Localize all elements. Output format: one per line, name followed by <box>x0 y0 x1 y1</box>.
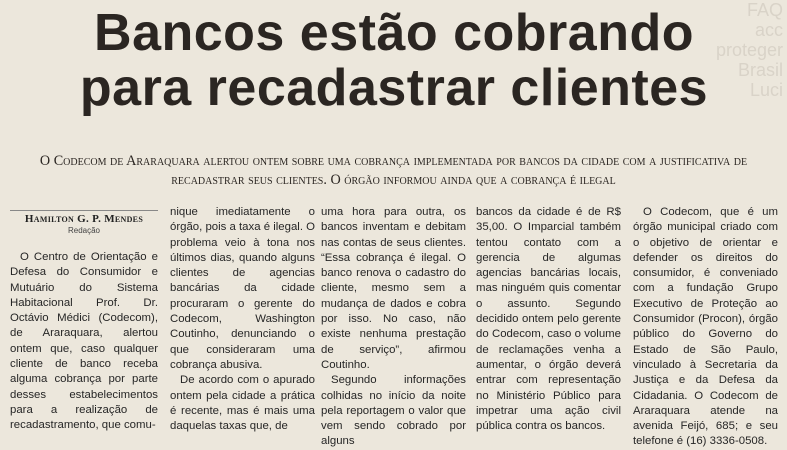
paragraph: O Codecom, que é um órgão municipal criado com o objetivo de orientar e defender os direitos do consumidor, é conveniado com a fundação Grupo Executivo de Proteção ao Consumidor (Procon), órgão público do Governo do Estado de São Paulo, vinculado à Secretaria da Justiça e da Defesa da Cidadania. O Codecom de Araraquara atende na avenida Feijó, 685; e seu telefone é (16) 3336-0508. <box>633 206 778 448</box>
article-column-2 <box>170 205 315 434</box>
ghost-line: proteger <box>715 40 783 60</box>
paragraph: Segundo informações colhidas no início da noite pela reportagem o valor que vem sendo cobrado por alguns <box>321 374 466 448</box>
headline <box>44 6 744 116</box>
paragraph: nique imediatamente o órgão, pois a taxa é ilegal. O problema veio à tona nos últimos dias, quando alguns clientes de agencias bancárias da cidade procuraram o gerente do Codecom, Washington Coutinho, denunciando o que consideraram uma cobrança abusiva. <box>170 206 316 371</box>
byline <box>10 210 158 235</box>
paragraph: De acordo com o apurado ontem pela cidade a prática é recente, mas é mais uma daquelas taxas que, de <box>170 374 315 433</box>
article-column-1 <box>10 250 158 434</box>
paragraph: O Centro de Orientação e Defesa do Consumidor e Mutuário do Sistema Habitacional Prof. Dr. Octávio Médici (Codecom), de Araraquara, alertou ontem que, caso qualquer cliente de banco receba alguma cobrança por parte desses estabelecimentos para a realização de recadastramento, que comu- <box>10 251 158 432</box>
paragraph: bancos da cidade é de R$ 35,00. O Imparcial também tentou contato com a gerencia de algumas agencias bancárias locais, mas ninguém quis comentar o assunto. Segundo decidido ontem pelo gerente do Codecom, caso o volume de reclamações venha a aumentar, o órgão deverá entrar com representação no Ministério Público para impetrar uma ação civil pública contra os bancos. <box>476 206 621 433</box>
article-column-3 <box>321 205 466 450</box>
author-role: Redação <box>67 226 101 235</box>
ghost-line: Brasil <box>737 60 783 80</box>
author-name: Hamilton G. P. Mendes <box>24 213 144 225</box>
article-column-4 <box>476 205 621 434</box>
ghost-line: FAQ <box>746 0 783 20</box>
article-column-5 <box>633 205 778 450</box>
headline-line-1: Bancos estão cobrando <box>94 4 694 62</box>
ghost-line: Luci <box>749 80 783 100</box>
headline-line-2: para recadastrar clientes <box>79 59 709 117</box>
paragraph: uma hora para outra, os bancos inventam e debitam nas contas de seus clientes. “Essa cobrança é ilegal. O banco renova o cadastro do cliente, mesmo sem a mudança de dados e cobra por isso. No caso, não existe nenhuma prestação de serviço”, afirmou Coutinho. <box>321 206 466 371</box>
lead-paragraph: O Codecom de Araraquara alertou ontem sobre uma cobrança implementada por bancos da cidade com a justificativa de recadastrar seus clientes. O órgão informou ainda que a cobrança é ilegal <box>39 153 748 188</box>
ghost-line: acc <box>754 20 783 40</box>
